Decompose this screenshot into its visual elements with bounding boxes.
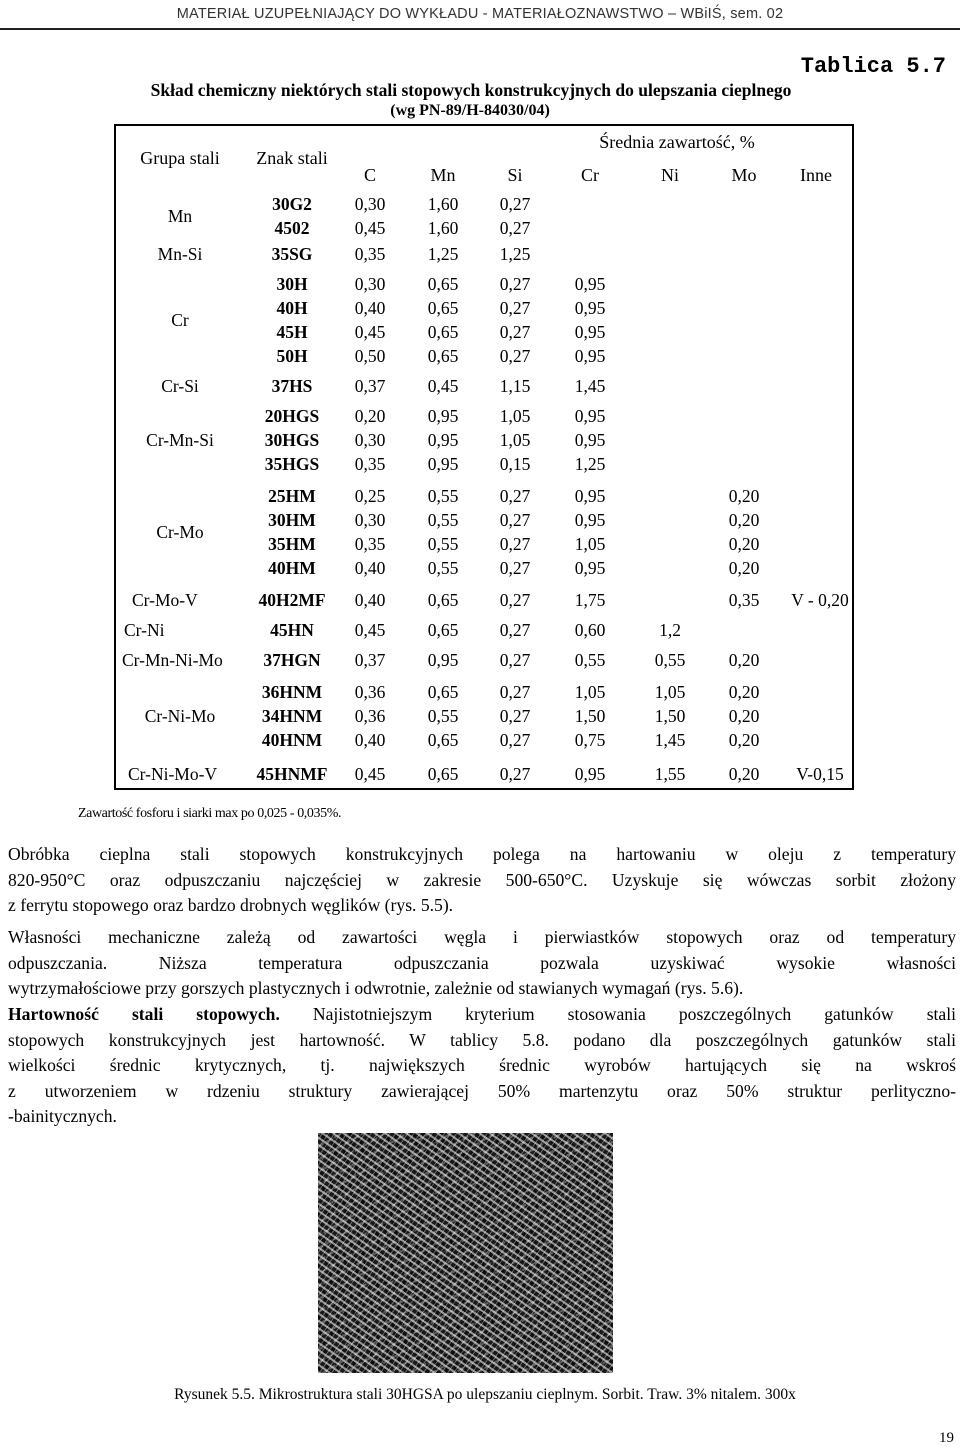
column-header-group: Grupa stali — [140, 148, 220, 168]
value-si: 0,27 — [499, 590, 531, 610]
value-mn: 0,95 — [427, 430, 459, 450]
value-c: 0,30 — [354, 194, 386, 214]
value-cr: 1,50 — [574, 706, 606, 726]
group-name: Cr-Si — [161, 376, 199, 396]
value-cr: 0,60 — [574, 620, 606, 640]
footnote: Zawartość fosforu i siarki max po 0,025 - 0,035%. — [78, 806, 342, 821]
value-c: 0,20 — [354, 406, 386, 426]
paragraph-line — [8, 1002, 956, 1028]
value-c: 0,30 — [354, 274, 386, 294]
value-cr: 0,95 — [574, 486, 606, 506]
page-number: 19 — [939, 1430, 954, 1446]
paragraph-line: z ferrytu stopowego oraz bardzo drobnych węglików (rys. 5.5). — [8, 895, 454, 916]
value-ni: 1,45 — [654, 730, 686, 750]
element-header-cr: Cr — [581, 165, 599, 185]
group-name: Cr-Mn-Ni-Mo — [122, 650, 223, 670]
value-si: 1,05 — [499, 406, 531, 426]
value-si: 0,27 — [499, 486, 531, 506]
value-si: 0,27 — [499, 298, 531, 318]
value-cr: 0,75 — [574, 730, 606, 750]
column-header-grade: Znak stali — [256, 148, 328, 168]
value-si: 0,27 — [499, 682, 531, 702]
value-si: 1,25 — [499, 244, 531, 264]
value-c: 0,40 — [354, 590, 386, 610]
paragraph-line: z utworzeniem w rdzeniu struktury zawierającej 50% martenzytu oraz 50% struktur perlityczno- — [8, 1080, 956, 1101]
value-mn: 0,95 — [427, 650, 459, 670]
paragraph-line: odpuszczania. Niższa temperatura odpuszczania pozwala uzyskiwać wysokie własności — [8, 952, 956, 973]
value-cr: 1,05 — [574, 534, 606, 554]
microstructure-image — [318, 1133, 613, 1373]
value-c: 0,45 — [354, 218, 386, 238]
value-cr: 0,95 — [574, 274, 606, 294]
value-mo: 0,20 — [728, 558, 760, 578]
value-mo: 0,35 — [728, 590, 760, 610]
value-ni: 1,55 — [654, 764, 686, 784]
element-header-c: C — [363, 165, 377, 185]
value-cr: 0,95 — [574, 764, 606, 784]
table-subtitle: (wg PN-89/H-84030/04) — [390, 102, 550, 119]
group-name: Mn — [167, 206, 193, 226]
value-mo: 0,20 — [728, 510, 760, 530]
value-inne: V-0,15 — [796, 764, 844, 784]
steel-grade: 30HGS — [264, 430, 320, 450]
group-name: Cr-Ni — [124, 620, 165, 640]
value-si: 0,27 — [499, 322, 531, 342]
value-si: 0,27 — [499, 650, 531, 670]
value-ni: 0,55 — [654, 650, 686, 670]
value-cr: 0,95 — [574, 406, 606, 426]
value-si: 0,15 — [499, 454, 531, 474]
value-c: 0,37 — [354, 376, 386, 396]
value-mn: 0,65 — [427, 274, 459, 294]
value-c: 0,36 — [354, 682, 386, 702]
value-mn: 0,65 — [427, 322, 459, 342]
value-si: 0,27 — [499, 346, 531, 366]
value-c: 0,45 — [354, 322, 386, 342]
value-mn: 0,65 — [427, 298, 459, 318]
paragraph-mechanical-properties — [8, 925, 956, 1002]
element-header-inne: Inne — [800, 165, 832, 185]
value-mn: 0,65 — [427, 682, 459, 702]
value-mn: 0,65 — [427, 620, 459, 640]
value-c: 0,45 — [354, 620, 386, 640]
steel-grade: 35SG — [271, 244, 313, 264]
steel-grade: 30HM — [268, 510, 316, 530]
element-header-mo: Mo — [731, 165, 757, 185]
steel-grade: 37HGN — [263, 650, 321, 670]
table-title: Skład chemiczny niektórych stali stopowych konstrukcyjnych do ulepszania cieplnego — [150, 80, 792, 100]
steel-grade: 45HNMF — [256, 764, 328, 784]
value-si: 0,27 — [499, 706, 531, 726]
value-mn: 0,65 — [427, 346, 459, 366]
steel-grade: 37HS — [271, 376, 313, 396]
steel-grade: 50H — [276, 346, 308, 366]
column-header-content: Średnia zawartość, % — [599, 132, 755, 152]
value-si: 1,15 — [499, 376, 531, 396]
header-rule — [0, 28, 960, 30]
value-c: 0,35 — [354, 534, 386, 554]
value-cr: 0,95 — [574, 558, 606, 578]
value-c: 0,40 — [354, 558, 386, 578]
paragraph-heat-treatment — [8, 842, 956, 919]
value-mn: 0,55 — [427, 534, 459, 554]
value-c: 0,25 — [354, 486, 386, 506]
value-mo: 0,20 — [728, 730, 760, 750]
value-cr: 1,25 — [574, 454, 606, 474]
composition-table — [114, 124, 854, 790]
value-mn: 0,95 — [427, 406, 459, 426]
steel-grade: 35HGS — [264, 454, 320, 474]
value-mn: 0,55 — [427, 510, 459, 530]
value-si: 0,27 — [499, 510, 531, 530]
value-cr: 1,75 — [574, 590, 606, 610]
value-c: 0,45 — [354, 764, 386, 784]
steel-grade: 40HM — [268, 558, 316, 578]
value-si: 0,27 — [499, 218, 531, 238]
value-mn: 0,55 — [427, 706, 459, 726]
value-si: 0,27 — [499, 620, 531, 640]
value-c: 0,40 — [354, 730, 386, 750]
steel-grade: 4502 — [274, 218, 310, 238]
steel-grade: 36HNM — [261, 682, 323, 702]
paragraph-line: -bainitycznych. — [8, 1106, 117, 1127]
value-mo: 0,20 — [728, 650, 760, 670]
value-c: 0,35 — [354, 454, 386, 474]
steel-grade: 45HN — [270, 620, 314, 640]
value-si: 0,27 — [499, 730, 531, 750]
value-mn: 0,65 — [427, 730, 459, 750]
value-mo: 0,20 — [728, 486, 760, 506]
value-si: 0,27 — [499, 194, 531, 214]
section-heading: Hartowność stali stopowych. — [8, 1004, 280, 1024]
value-mo: 0,20 — [728, 534, 760, 554]
group-name: Cr-Mn-Si — [146, 430, 214, 450]
value-cr: 1,45 — [574, 376, 606, 396]
value-mo: 0,20 — [728, 706, 760, 726]
value-c: 0,50 — [354, 346, 386, 366]
steel-grade: 40HNM — [261, 730, 323, 750]
element-header-mn: Mn — [430, 165, 456, 185]
paragraph-hardenability — [8, 1002, 956, 1130]
paragraph-line: wielkości średnic krytycznych, tj. największych średnic wyrobów hartujących się na wskroś — [8, 1055, 956, 1076]
value-mn: 0,65 — [427, 590, 459, 610]
steel-grade: 30G2 — [272, 194, 312, 214]
value-c: 0,37 — [354, 650, 386, 670]
value-mn: 0,55 — [427, 558, 459, 578]
value-cr: 0,55 — [574, 650, 606, 670]
group-name: Cr-Mo — [156, 522, 204, 542]
steel-grade: 40H — [276, 298, 308, 318]
value-cr: 0,95 — [574, 298, 606, 318]
paragraph-line: Obróbka cieplna stali stopowych konstrukcyjnych polega na hartowaniu w oleju z temperatury — [8, 844, 956, 864]
element-header-ni: Ni — [661, 165, 679, 185]
value-mo: 0,20 — [728, 764, 760, 784]
paragraph-line: stopowych konstrukcyjnych jest hartowność. W tablicy 5.8. podano dla poszczególnych gatunków stali — [8, 1029, 956, 1050]
value-cr: 0,95 — [574, 430, 606, 450]
steel-grade: 20HGS — [264, 406, 320, 426]
group-name: Cr — [171, 310, 189, 330]
steel-grade: 34HNM — [261, 706, 323, 726]
group-name: Cr-Ni-Mo — [144, 706, 216, 726]
steel-grade: 25HM — [268, 486, 316, 506]
value-cr: 0,95 — [574, 510, 606, 530]
value-mn: 0,95 — [427, 454, 459, 474]
steel-grade: 35HM — [268, 534, 316, 554]
value-ni: 1,2 — [659, 620, 681, 640]
steel-grade: 40H2MF — [258, 590, 326, 610]
value-mn: 0,65 — [427, 764, 459, 784]
value-si: 0,27 — [499, 274, 531, 294]
value-inne: V - 0,20 — [791, 590, 849, 610]
value-cr: 0,95 — [574, 346, 606, 366]
steel-grade: 45H — [276, 322, 308, 342]
value-cr: 1,05 — [574, 682, 606, 702]
steel-grade: 30H — [276, 274, 308, 294]
paragraph-line: 820-950°C oraz odpuszczaniu najczęściej w zakresie 500-650°C. Uzyskuje się wówczas sorbit złożony — [8, 869, 956, 890]
value-c: 0,35 — [354, 244, 386, 264]
page-header: MATERIAŁ UZUPEŁNIAJĄCY DO WYKŁADU - MATERIAŁOZNAWSTWO – WBiIŚ, sem. 02 — [176, 6, 784, 22]
value-mn: 0,55 — [427, 486, 459, 506]
value-mn: 0,45 — [427, 376, 459, 396]
element-header-si: Si — [507, 165, 523, 185]
value-c: 0,36 — [354, 706, 386, 726]
value-ni: 1,05 — [654, 682, 686, 702]
group-name: Cr-Mo-V — [132, 590, 198, 610]
value-si: 1,05 — [499, 430, 531, 450]
value-cr: 0,95 — [574, 322, 606, 342]
value-si: 0,27 — [499, 764, 531, 784]
figure-caption: Rysunek 5.5. Mikrostruktura stali 30HGSA po ulepszaniu cieplnym. Sorbit. Traw. 3% nitalem. 300x — [174, 1386, 796, 1403]
value-mn: 1,25 — [427, 244, 459, 264]
group-name: Cr-Ni-Mo-V — [128, 764, 218, 784]
value-mo: 0,20 — [728, 682, 760, 702]
value-mn: 1,60 — [427, 194, 459, 214]
value-c: 0,40 — [354, 298, 386, 318]
value-c: 0,30 — [354, 430, 386, 450]
value-si: 0,27 — [499, 534, 531, 554]
value-mn: 1,60 — [427, 218, 459, 238]
table-label: Tablica 5.7 — [800, 54, 946, 79]
value-c: 0,30 — [354, 510, 386, 530]
value-si: 0,27 — [499, 558, 531, 578]
paragraph-line: Własności mechaniczne zależą od zawartości węgla i pierwiastków stopowych oraz od temperatury — [8, 927, 956, 947]
group-name: Mn-Si — [157, 244, 203, 264]
paragraph-line: wytrzymałościowe przy gorszych plastycznych i odwrotnie, zależnie od stawianych wymagań (rys. 5.6). — [8, 978, 744, 999]
value-ni: 1,50 — [654, 706, 686, 726]
paragraph-text: Najistotniejszym kryterium stosowania poszczególnych gatunków stali — [279, 1004, 957, 1024]
